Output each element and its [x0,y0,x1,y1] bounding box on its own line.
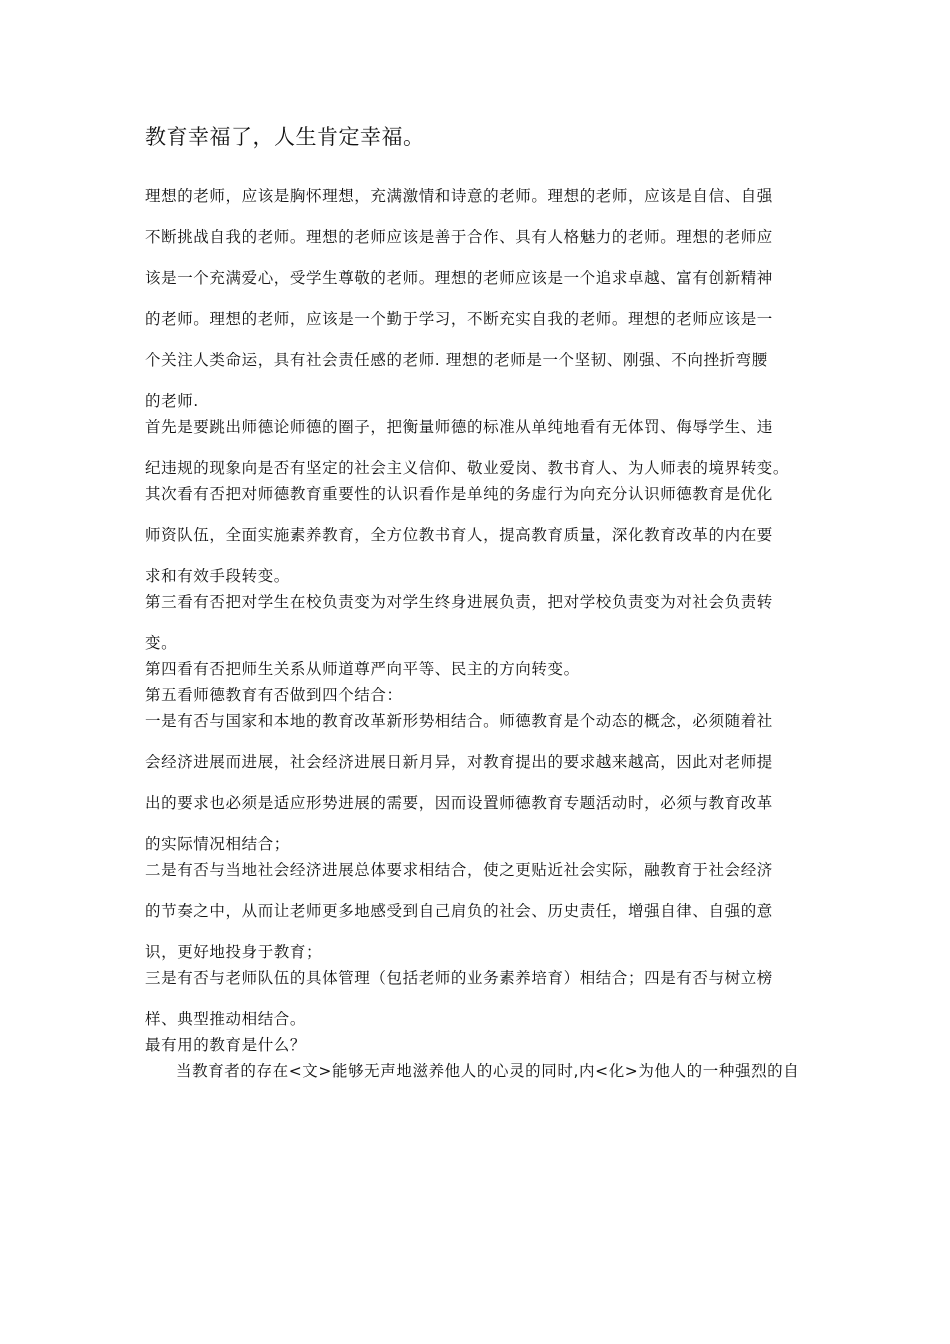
text-line: 的节奏之中，从而让老师更多地感受到自己肩负的社会、历史责任，增强自律、自强的意 [145,902,773,920]
text-line: 样、典型推动相结合。 [145,1010,307,1028]
text-line: 出的要求也必须是适应形势进展的需要，因而设置师德教育专题活动时，必须与教育改革 [145,794,773,812]
text-line: 第五看师德教育有否做到四个结合： [145,686,403,704]
paragraph-combination-three-four [145,968,809,1029]
paragraph-first [145,417,809,478]
text-line: 理想的老师，应该是胸怀理想，充满激情和诗意的老师。理想的老师，应该是自信、自强 [145,187,773,205]
text-line: 识，更好地投身于教育； [145,943,323,961]
text-line: 第三看有否把对学生在校负责变为对学生终身进展负责，把对学校负责变为对社会负责转 [145,593,773,611]
paragraph-combination-one [145,711,809,854]
text-line: 变。 [145,634,178,652]
text-line: 纪违规的现象向是否有坚定的社会主义信仰、敬业爱岗、教书育人、为人师表的境界转变。 [145,459,790,477]
paragraph-question [145,1035,809,1055]
document-heading: 教育幸福了，人生肯定幸福。 [145,125,425,149]
text-line: 当教育者的存在<文>能够无声地滋养他人的心灵的同时,内<化>为他人的一种强烈的自 [176,1062,800,1080]
paragraph-second [145,484,809,586]
text-line: 首先是要跳出师德论师德的圈子，把衡量师德的标准从单纯地看有无体罚、侮辱学生、违 [145,418,773,436]
text-line: 个关注人类命运，具有社会责任感的老师. 理想的老师是一个坚韧、刚强、不向挫折弯腰 [145,351,768,369]
text-line: 一是有否与国家和本地的教育改革新形势相结合。师德教育是个动态的概念，必须随着社 [145,712,773,730]
text-line: 该是一个充满爱心，受学生尊敬的老师。理想的老师应该是一个追求卓越、富有创新精神 [145,269,773,287]
text-line: 最有用的教育是什么？ [145,1036,307,1054]
text-line: 不断挑战自我的老师。理想的老师应该是善于合作、具有人格魅力的老师。理想的老师应 [145,228,773,246]
text-line: 求和有效手段转变。 [145,567,290,585]
text-line: 三是有否与老师队伍的具体管理（包括老师的业务素养培育）相结合；四是有否与树立榜 [145,969,773,987]
text-line: 二是有否与当地社会经济进展总体要求相结合，使之更贴近社会实际，融教育于社会经济 [145,861,773,879]
text-line: 的老师。理想的老师，应该是一个勤于学习，不断充实自我的老师。理想的老师应该是一 [145,310,773,328]
text-line: 第四看有否把师生关系从师道尊严向平等、民主的方向转变。 [145,660,580,678]
text-line: 其次看有否把对师德教育重要性的认识看作是单纯的务虚行为向充分认识师德教育是优化 [145,485,773,503]
paragraph-third [145,592,809,653]
text-line: 的老师. [145,392,199,410]
paragraph-fifth [145,685,809,705]
paragraph-ideal-teacher [145,186,809,411]
text-line: 会经济进展而进展，社会经济进展日新月异，对教育提出的要求越来越高，因此对老师提 [145,753,773,771]
text-line: 的实际情况相结合； [145,835,290,853]
document-body [145,186,809,1102]
text-line: 师资队伍，全面实施素养教育，全方位教书育人，提高教育质量，深化教育改革的内在要 [145,526,773,544]
paragraph-closing [145,1061,809,1081]
paragraph-fourth [145,659,809,679]
paragraph-combination-two [145,860,809,962]
